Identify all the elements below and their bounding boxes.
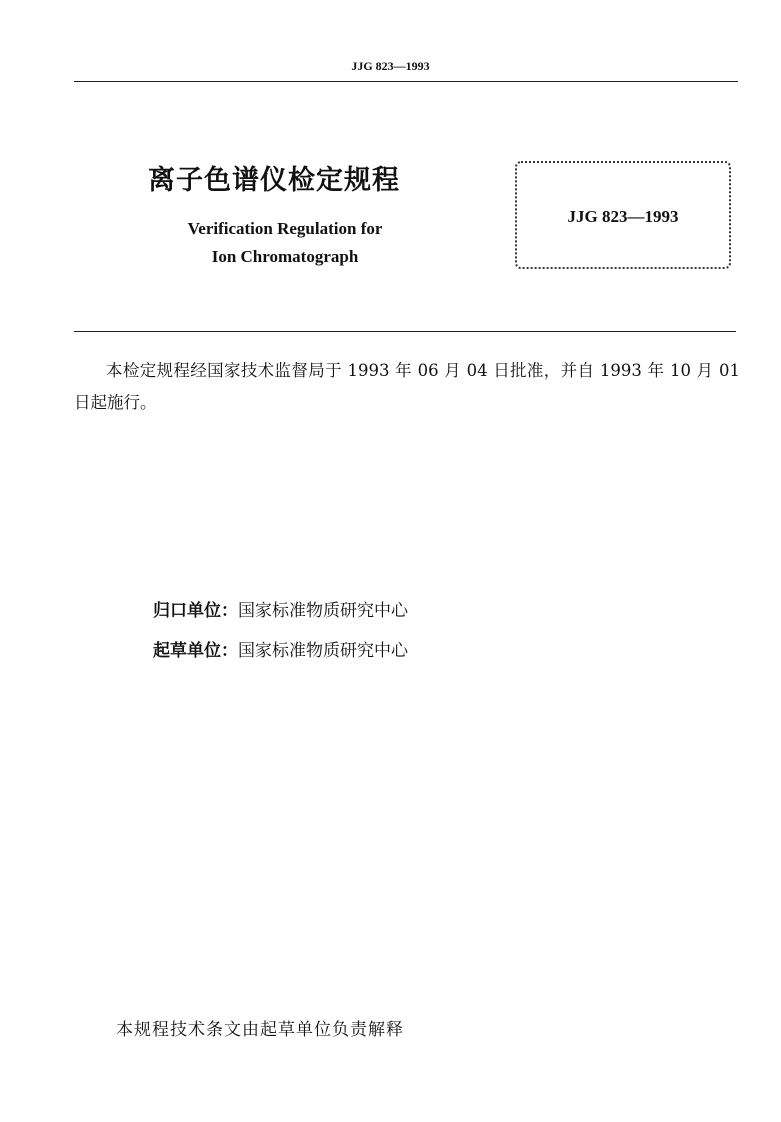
document-code-box-text: JJG 823—1993: [567, 207, 679, 226]
drafting-organization-value: 国家标准物质研究中心: [238, 641, 408, 661]
interpretation-note: 本规程技术条文由起草单位负责解释: [116, 1020, 404, 1040]
approval-statement: 本检定规程经国家技术监督局于 1993 年 06 月 04 日批准，并自 1993 年 10 月 01 日起施行。: [74, 361, 740, 412]
document-code-box: [515, 161, 731, 269]
responsible-organization: [153, 596, 408, 621]
document-title-english-line1: Verification Regulation for: [187, 219, 383, 238]
header-document-code: JJG 823—1993: [351, 59, 430, 73]
drafting-organization-label: 起草单位：: [153, 641, 238, 661]
responsible-organization-value: 国家标准物质研究中心: [238, 601, 408, 621]
header-rule: [74, 81, 738, 82]
responsible-organization-label: 归口单位：: [153, 601, 238, 621]
document-title-english-line2: Ion Chromatograph: [211, 247, 359, 266]
document-title-chinese: 离子色谱仪检定规程: [148, 165, 400, 196]
drafting-organization: [153, 636, 408, 661]
section-rule: [74, 331, 736, 332]
